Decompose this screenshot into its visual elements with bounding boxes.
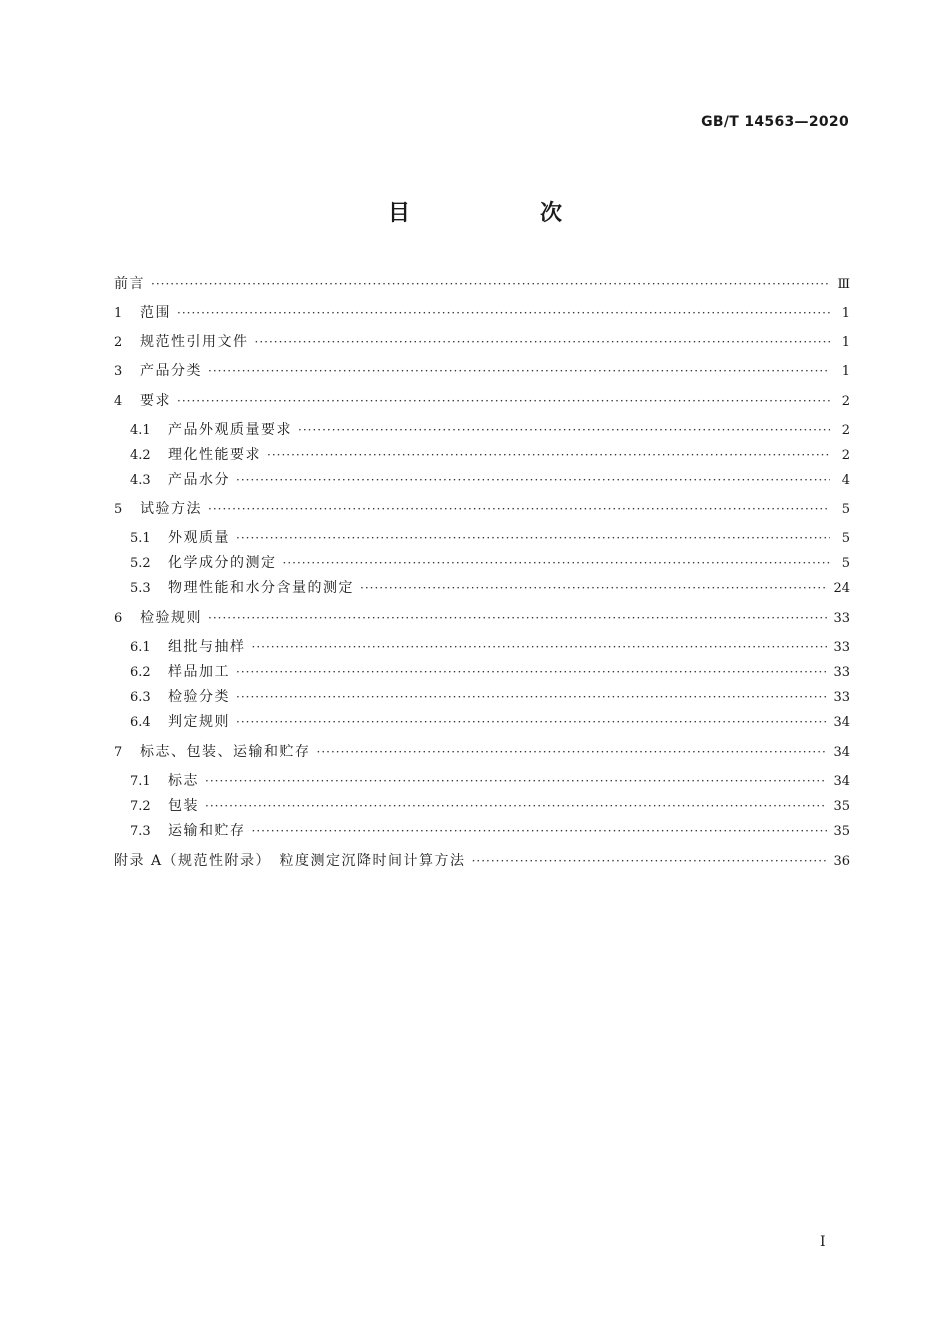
toc-entry-page: Ⅲ xyxy=(837,277,850,292)
toc-entry-page: 34 xyxy=(833,745,850,760)
toc-leader-dots xyxy=(317,741,828,763)
toc-entry-number: 5.2 xyxy=(130,556,151,571)
toc-entry-7-1[interactable] xyxy=(130,770,850,792)
toc-entry-label: 产品分类 xyxy=(140,363,202,379)
toc-entry-number: 5.1 xyxy=(130,531,151,546)
toc-entry-5-1[interactable] xyxy=(130,527,850,549)
toc-leader-dots xyxy=(252,820,828,842)
toc-entry-page: 5 xyxy=(841,531,850,546)
toc-entry-label: 产品外观质量要求 xyxy=(168,422,292,438)
toc-entry-page: 36 xyxy=(833,854,850,869)
toc-entry-label: 规范性引用文件 xyxy=(140,334,249,350)
toc-leader-dots xyxy=(205,770,827,792)
toc-entry-page: 1 xyxy=(841,306,850,321)
toc-entry-label: 运输和贮存 xyxy=(168,823,246,839)
toc-entry-page: 35 xyxy=(833,799,850,814)
toc-entry-label: 理化性能要求 xyxy=(168,447,261,463)
standard-code: GB/T 14563—2020 xyxy=(701,114,849,130)
toc-entry-4-2[interactable] xyxy=(130,444,850,466)
toc-entry-page: 4 xyxy=(841,473,850,488)
toc-entry-label: 标志 xyxy=(168,773,199,789)
toc-leader-dots xyxy=(208,498,830,520)
toc-leader-dots xyxy=(267,444,830,466)
toc-entry-label: 附录 A（规范性附录） 粒度测定沉降时间计算方法 xyxy=(114,853,466,869)
toc-leader-dots xyxy=(177,302,830,324)
toc-entry-7-2[interactable] xyxy=(130,795,850,817)
toc-entry-number: 7 xyxy=(114,745,123,760)
toc-leader-dots xyxy=(151,273,830,295)
toc-entry-page: 34 xyxy=(833,774,850,789)
toc-entry-label: 物理性能和水分含量的测定 xyxy=(168,580,354,596)
toc-entry-4-1[interactable] xyxy=(130,419,850,441)
toc-entry-label: 范围 xyxy=(140,305,171,321)
toc-entry-page: 33 xyxy=(833,665,850,680)
toc-entry-number: 6.4 xyxy=(130,715,151,730)
toc-leader-dots xyxy=(236,469,830,491)
toc-entry-label: 检验规则 xyxy=(140,610,202,626)
toc-entry-2[interactable] xyxy=(114,331,850,353)
toc-entry-3[interactable] xyxy=(114,360,850,382)
toc-entry-page: 1 xyxy=(841,364,850,379)
toc-entry-label: 前言 xyxy=(114,276,145,292)
toc-entry-6-4[interactable] xyxy=(130,711,850,733)
toc-entry-page: 2 xyxy=(841,448,850,463)
toc-leader-dots xyxy=(252,636,828,658)
toc-entry-1[interactable] xyxy=(114,302,850,324)
toc-entry-number: 6 xyxy=(114,611,123,626)
toc-entry-page: 24 xyxy=(833,581,850,596)
toc-entry-number: 7.2 xyxy=(130,799,151,814)
toc-title: 目 次 xyxy=(387,201,616,226)
toc-entry-number: 5 xyxy=(114,502,123,517)
toc-entry-5-3[interactable] xyxy=(130,577,850,599)
toc-entry-number: 4.1 xyxy=(130,423,151,438)
toc-entry-page: 1 xyxy=(841,335,850,350)
toc-entry-6[interactable] xyxy=(114,607,850,629)
toc-entry-label: 判定规则 xyxy=(168,714,230,730)
toc-leader-dots xyxy=(472,850,828,872)
toc-entry-number: 4.2 xyxy=(130,448,151,463)
toc-entry-number: 6.3 xyxy=(130,690,151,705)
toc-entry-6-1[interactable] xyxy=(130,636,850,658)
toc-entry-number: 4 xyxy=(114,394,123,409)
toc-entry-6-2[interactable] xyxy=(130,661,850,683)
toc-leader-dots xyxy=(283,552,831,574)
toc-leader-dots xyxy=(298,419,830,441)
toc-entry-4-3[interactable] xyxy=(130,469,850,491)
toc-entry-label: 产品水分 xyxy=(168,472,230,488)
toc-entry-page: 33 xyxy=(833,611,850,626)
toc-entry-number: 7.3 xyxy=(130,824,151,839)
toc-entry-label: 样品加工 xyxy=(168,664,230,680)
toc-entry-label: 要求 xyxy=(140,393,171,409)
toc-entry-label: 化学成分的测定 xyxy=(168,555,277,571)
toc-entry-label: 包装 xyxy=(168,798,199,814)
toc-entry-label: 组批与抽样 xyxy=(168,639,246,655)
toc-entry-page: 5 xyxy=(841,556,850,571)
toc-leader-dots xyxy=(236,527,830,549)
toc-entry-number: 6.1 xyxy=(130,640,151,655)
toc-entry-number: 7.1 xyxy=(130,774,151,789)
toc-entry-number: 6.2 xyxy=(130,665,151,680)
toc-entry-number: 5.3 xyxy=(130,581,151,596)
toc-leader-dots xyxy=(236,711,827,733)
toc-entry-page: 34 xyxy=(833,715,850,730)
toc-entry-7-3[interactable] xyxy=(130,820,850,842)
toc-entry-page: 33 xyxy=(833,640,850,655)
toc-entry-label: 标志、包装、运输和贮存 xyxy=(140,744,311,760)
toc-entry-page: 35 xyxy=(833,824,850,839)
toc-entry-page: 5 xyxy=(841,502,850,517)
toc-leader-dots xyxy=(255,331,831,353)
toc-entry-label: 外观质量 xyxy=(168,530,230,546)
toc-leader-dots xyxy=(177,390,830,412)
toc-entry-number: 4.3 xyxy=(130,473,151,488)
toc-entry-4[interactable] xyxy=(114,390,850,412)
toc-entry-page: 2 xyxy=(841,394,850,409)
toc-entry-page: 33 xyxy=(833,690,850,705)
toc-entry-5-2[interactable] xyxy=(130,552,850,574)
toc-leader-dots xyxy=(208,607,827,629)
toc-entry-5[interactable] xyxy=(114,498,850,520)
toc-entry-6-3[interactable] xyxy=(130,686,850,708)
toc-entry-page: 2 xyxy=(841,423,850,438)
toc-entry-label: 检验分类 xyxy=(168,689,230,705)
toc-entry-number: 3 xyxy=(114,364,123,379)
toc-leader-dots xyxy=(360,577,827,599)
toc-entry-number: 2 xyxy=(114,335,123,350)
toc-leader-dots xyxy=(236,661,827,683)
toc-entry-7[interactable] xyxy=(114,741,850,763)
toc-entry-annex-a[interactable] xyxy=(114,850,850,872)
toc-entry-label: 试验方法 xyxy=(140,501,202,517)
page-number: I xyxy=(820,1234,826,1250)
toc-leader-dots xyxy=(205,795,827,817)
toc-entry-number: 1 xyxy=(114,306,123,321)
toc-leader-dots xyxy=(236,686,827,708)
toc-entry-foreword[interactable] xyxy=(114,273,850,295)
toc-leader-dots xyxy=(208,360,830,382)
